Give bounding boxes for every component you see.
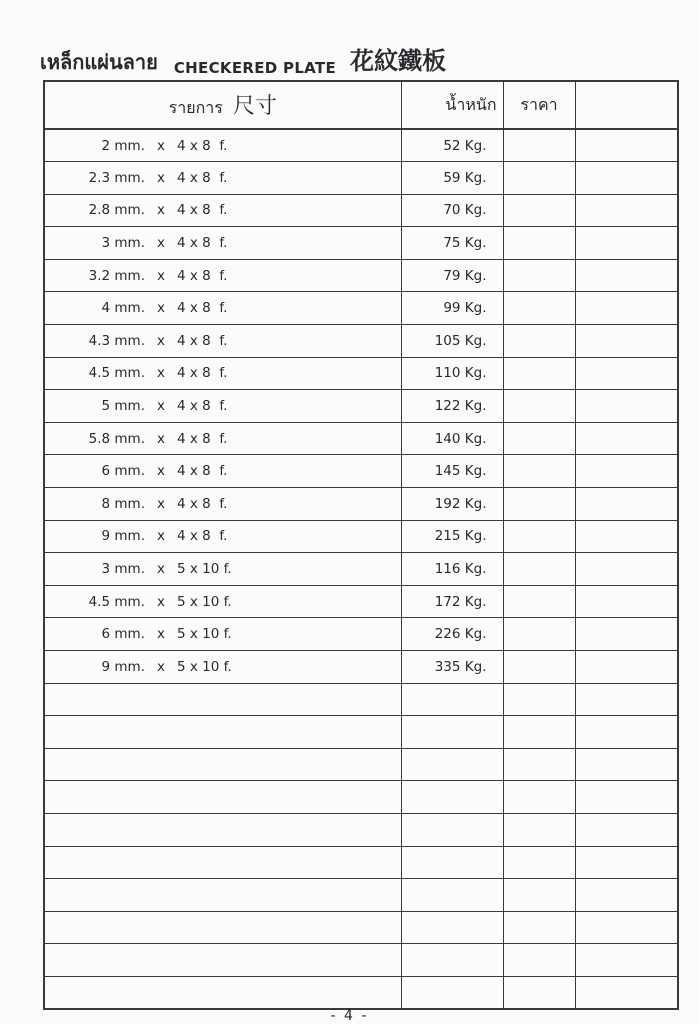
weight-cell: 192 Kg. (401, 488, 503, 521)
item-cell (44, 227, 401, 260)
extra-cell (575, 781, 678, 814)
price-cell (503, 651, 575, 684)
price-cell (503, 683, 575, 716)
sheet-dimensions: 4 x 8 f. (177, 365, 228, 382)
weight-cell: 145 Kg. (401, 455, 503, 488)
price-cell (503, 227, 575, 260)
item-cell (44, 813, 401, 846)
item-cell (44, 162, 401, 195)
table-row (44, 194, 678, 227)
times-sign: x (157, 398, 165, 415)
title-chinese: 花紋鐵板 (350, 47, 447, 75)
thickness: 6 mm. (101, 463, 145, 480)
extra-cell (575, 520, 678, 553)
price-table (43, 80, 679, 1010)
times-sign: x (157, 463, 165, 480)
times-sign: x (157, 593, 165, 610)
thickness: 9 mm. (101, 528, 145, 545)
item-cell (44, 651, 401, 684)
item-cell (44, 781, 401, 814)
extra-cell (575, 357, 678, 390)
item-cell (44, 520, 401, 553)
title-english: CHECKERED PLATE (173, 59, 337, 77)
sheet-dimensions: 4 x 8 f. (177, 463, 228, 480)
table-body (44, 129, 678, 1009)
thickness: 3.2 mm. (88, 267, 145, 284)
price-cell (503, 585, 575, 618)
thickness: 2 mm. (101, 137, 145, 154)
thickness: 4 mm. (101, 300, 145, 317)
times-sign: x (157, 137, 165, 154)
times-sign: x (157, 528, 165, 545)
weight-cell: 110 Kg. (401, 357, 503, 390)
extra-cell (575, 455, 678, 488)
item-cell (44, 129, 401, 162)
table-row (44, 292, 678, 325)
thickness: 8 mm. (101, 495, 145, 512)
times-sign: x (157, 267, 165, 284)
price-cell (503, 553, 575, 586)
table-row (44, 585, 678, 618)
table-row (44, 716, 678, 749)
header-item (44, 81, 401, 129)
price-cell (503, 911, 575, 944)
sheet-dimensions: 4 x 8 f. (177, 235, 228, 252)
item-cell (44, 944, 401, 977)
table-row (44, 651, 678, 684)
times-sign: x (157, 365, 165, 382)
extra-cell (575, 259, 678, 292)
sheet-dimensions: 5 x 10 f. (177, 626, 232, 643)
thickness: 3 mm. (101, 235, 145, 252)
weight-cell (401, 879, 503, 912)
item-cell (44, 553, 401, 586)
extra-cell (575, 488, 678, 521)
extra-cell (575, 748, 678, 781)
sheet-dimensions: 4 x 8 f. (177, 528, 228, 545)
sheet-dimensions: 5 x 10 f. (177, 561, 232, 578)
item-cell (44, 683, 401, 716)
weight-cell: 99 Kg. (401, 292, 503, 325)
price-cell (503, 194, 575, 227)
price-cell (503, 325, 575, 358)
weight-cell: 215 Kg. (401, 520, 503, 553)
extra-cell (575, 129, 678, 162)
times-sign: x (157, 169, 165, 186)
item-cell (44, 716, 401, 749)
weight-cell (401, 748, 503, 781)
table-row (44, 259, 678, 292)
extra-cell (575, 194, 678, 227)
extra-cell (575, 651, 678, 684)
table-row (44, 846, 678, 879)
item-cell (44, 194, 401, 227)
extra-cell (575, 585, 678, 618)
weight-cell: 105 Kg. (401, 325, 503, 358)
price-cell (503, 129, 575, 162)
sheet-dimensions: 4 x 8 f. (177, 137, 228, 154)
table-row (44, 813, 678, 846)
header-price: ราคา (503, 81, 575, 129)
price-cell (503, 259, 575, 292)
sheet-dimensions: 4 x 8 f. (177, 495, 228, 512)
weight-cell (401, 781, 503, 814)
item-cell (44, 455, 401, 488)
extra-cell (575, 162, 678, 195)
extra-cell (575, 227, 678, 260)
weight-cell: 226 Kg. (401, 618, 503, 651)
thickness: 2.8 mm. (88, 202, 145, 219)
times-sign: x (157, 235, 165, 252)
extra-cell (575, 683, 678, 716)
price-cell (503, 455, 575, 488)
table-row (44, 618, 678, 651)
table-row (44, 911, 678, 944)
title-thai: เหล็กแผ่นลาย (40, 50, 158, 74)
thickness: 9 mm. (101, 658, 145, 675)
price-cell (503, 716, 575, 749)
item-cell (44, 911, 401, 944)
item-cell (44, 422, 401, 455)
item-cell (44, 259, 401, 292)
thickness: 4.5 mm. (88, 593, 145, 610)
times-sign: x (157, 658, 165, 675)
header-item-thai: รายการ (168, 98, 223, 117)
extra-cell (575, 292, 678, 325)
weight-cell: 70 Kg. (401, 194, 503, 227)
table-row (44, 390, 678, 423)
price-cell (503, 520, 575, 553)
item-cell (44, 618, 401, 651)
thickness: 5 mm. (101, 398, 145, 415)
extra-cell (575, 716, 678, 749)
price-cell (503, 748, 575, 781)
extra-cell (575, 618, 678, 651)
price-cell (503, 422, 575, 455)
price-cell (503, 162, 575, 195)
price-cell (503, 390, 575, 423)
price-cell (503, 944, 575, 977)
weight-cell (401, 976, 503, 1009)
weight-cell (401, 716, 503, 749)
price-cell (503, 846, 575, 879)
table-row (44, 553, 678, 586)
weight-cell: 140 Kg. (401, 422, 503, 455)
times-sign: x (157, 495, 165, 512)
sheet-dimensions: 5 x 10 f. (177, 593, 232, 610)
item-cell (44, 325, 401, 358)
price-cell (503, 488, 575, 521)
thickness: 2.3 mm. (88, 169, 145, 186)
sheet-dimensions: 4 x 8 f. (177, 169, 228, 186)
table-row (44, 357, 678, 390)
weight-cell: 116 Kg. (401, 553, 503, 586)
thickness: 4.5 mm. (88, 365, 145, 382)
times-sign: x (157, 561, 165, 578)
weight-cell: 122 Kg. (401, 390, 503, 423)
item-cell (44, 390, 401, 423)
table-row (44, 520, 678, 553)
times-sign: x (157, 430, 165, 447)
item-cell (44, 748, 401, 781)
times-sign: x (157, 202, 165, 219)
price-cell (503, 618, 575, 651)
weight-cell: 172 Kg. (401, 585, 503, 618)
times-sign: x (157, 332, 165, 349)
thickness: 5.8 mm. (88, 430, 145, 447)
table-row (44, 781, 678, 814)
extra-cell (575, 911, 678, 944)
item-cell (44, 976, 401, 1009)
thickness: 4.3 mm. (88, 332, 145, 349)
weight-cell (401, 813, 503, 846)
extra-cell (575, 422, 678, 455)
header-extra (575, 81, 678, 129)
price-cell (503, 357, 575, 390)
item-cell (44, 585, 401, 618)
sheet-dimensions: 4 x 8 f. (177, 267, 228, 284)
table-row (44, 879, 678, 912)
thickness: 3 mm. (101, 561, 145, 578)
price-cell (503, 879, 575, 912)
weight-cell (401, 911, 503, 944)
header-item-chinese: 尺寸 (232, 94, 277, 119)
thickness: 6 mm. (101, 626, 145, 643)
table-row (44, 455, 678, 488)
item-cell (44, 846, 401, 879)
extra-cell (575, 325, 678, 358)
times-sign: x (157, 300, 165, 317)
weight-cell: 79 Kg. (401, 259, 503, 292)
table-row (44, 325, 678, 358)
price-cell (503, 813, 575, 846)
price-cell (503, 292, 575, 325)
weight-cell (401, 944, 503, 977)
sheet-dimensions: 5 x 10 f. (177, 658, 232, 675)
extra-cell (575, 553, 678, 586)
item-cell (44, 292, 401, 325)
sheet-dimensions: 4 x 8 f. (177, 300, 228, 317)
table-row (44, 976, 678, 1009)
table-row (44, 488, 678, 521)
weight-cell (401, 846, 503, 879)
sheet-dimensions: 4 x 8 f. (177, 430, 228, 447)
weight-cell (401, 683, 503, 716)
extra-cell (575, 390, 678, 423)
weight-cell: 59 Kg. (401, 162, 503, 195)
times-sign: x (157, 626, 165, 643)
item-cell (44, 488, 401, 521)
sheet-dimensions: 4 x 8 f. (177, 332, 228, 349)
extra-cell (575, 813, 678, 846)
table-header-row (44, 81, 678, 129)
weight-cell: 52 Kg. (401, 129, 503, 162)
extra-cell (575, 846, 678, 879)
table-row (44, 422, 678, 455)
table-row (44, 683, 678, 716)
price-cell (503, 781, 575, 814)
item-cell (44, 357, 401, 390)
table-row (44, 162, 678, 195)
item-cell (44, 879, 401, 912)
price-cell (503, 976, 575, 1009)
weight-cell: 335 Kg. (401, 651, 503, 684)
table-row (44, 227, 678, 260)
table-row (44, 748, 678, 781)
page-number: - 4 - (330, 1008, 369, 1024)
header-weight: น้ำหนัก (401, 81, 503, 129)
sheet-dimensions: 4 x 8 f. (177, 202, 228, 219)
extra-cell (575, 944, 678, 977)
sheet-dimensions: 4 x 8 f. (177, 398, 228, 415)
extra-cell (575, 879, 678, 912)
table-row (44, 129, 678, 162)
weight-cell: 75 Kg. (401, 227, 503, 260)
page-title (40, 38, 446, 78)
extra-cell (575, 976, 678, 1009)
table-row (44, 944, 678, 977)
